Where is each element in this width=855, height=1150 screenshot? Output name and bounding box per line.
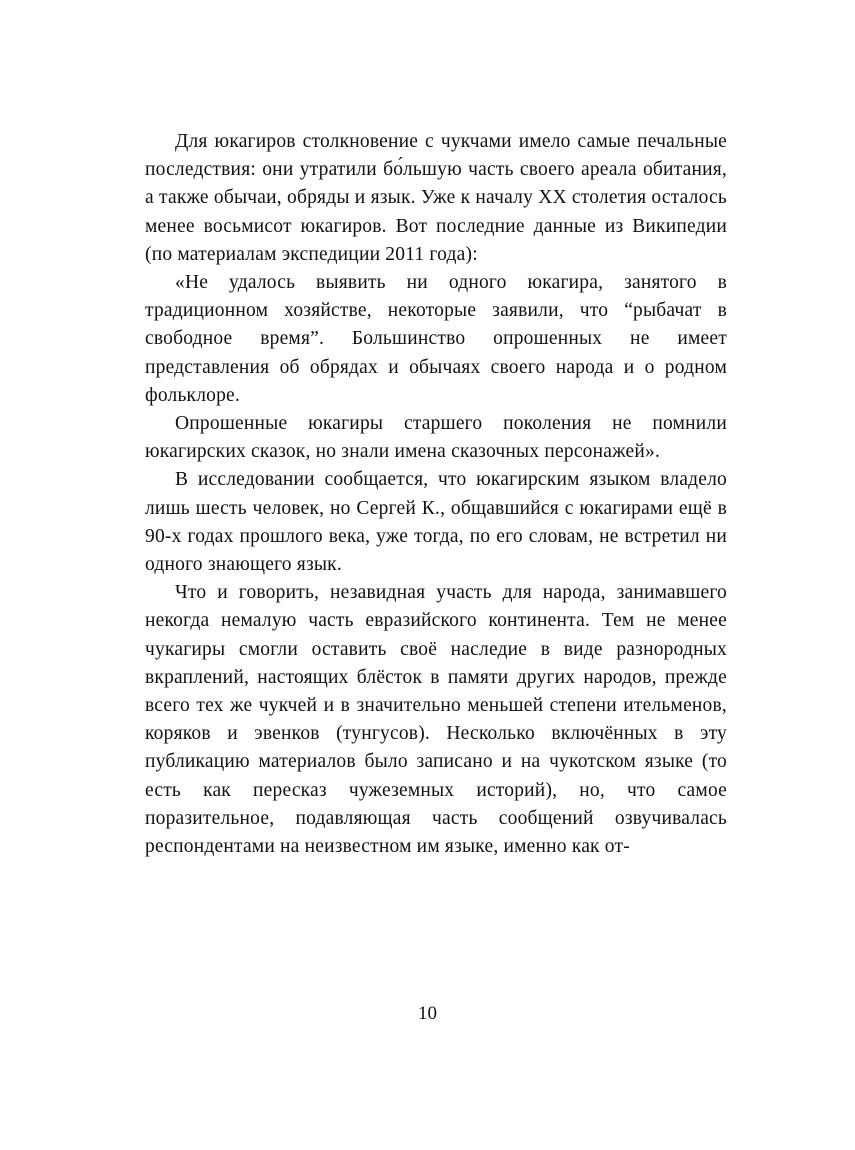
paragraph: «Не удалось выявить ни одного юкагира, занятого в традиционном хозяйстве, некоторые заявили, что “рыбачат в свободное время”. Большинство опрошенных не имеет представления об обрядах и обычаях своего народа и о родном фольклоре. xyxy=(145,272,727,406)
paragraph: Для юкагиров столкновение с чукчами имело самые печальные последствия: они утратили бо́льшую часть своего ареала обитания, а также обычаи, обряды и язык. Уже к началу XX столетия осталось менее восьмисот юкагиров. Вот последние данные из Википедии (по материалам экспедиции 2011 года): xyxy=(145,131,727,265)
paragraph: Опрошенные юкагиры старшего поколения не помнили юкагирских сказок, но знали имена сказочных персонажей». xyxy=(145,413,727,463)
page-text xyxy=(145,128,727,861)
paragraph: В исследовании сообщается, что юкагирским языком владело лишь шесть человек, но Сергей К., общавшийся с юкагирами ещё в 90-х годах прошлого века, уже тогда, по его словам, не встретил ни одного знающего язык. xyxy=(145,469,727,576)
paragraph: Что и говорить, незавидная участь для народа, занимавшего некогда немалую часть евразийского континента. Тем не менее чукагиры смогли оставить своё наследие в виде разнородных вкраплений, настоящих блёсток в памяти других народов, прежде всего тех же чукчей и в значительно меньшей степени ительменов, коряков и эвенков (тунгусов). Несколько включённых в эту публикацию материалов было записано и на чукотском языке (то есть как пересказ чужеземных историй), но, что самое поразительное, подавляющая часть сообщений озвучивалась респондентами на неизвестном им языке, именно как от- xyxy=(145,582,727,858)
page-number: 10 xyxy=(418,1003,437,1024)
